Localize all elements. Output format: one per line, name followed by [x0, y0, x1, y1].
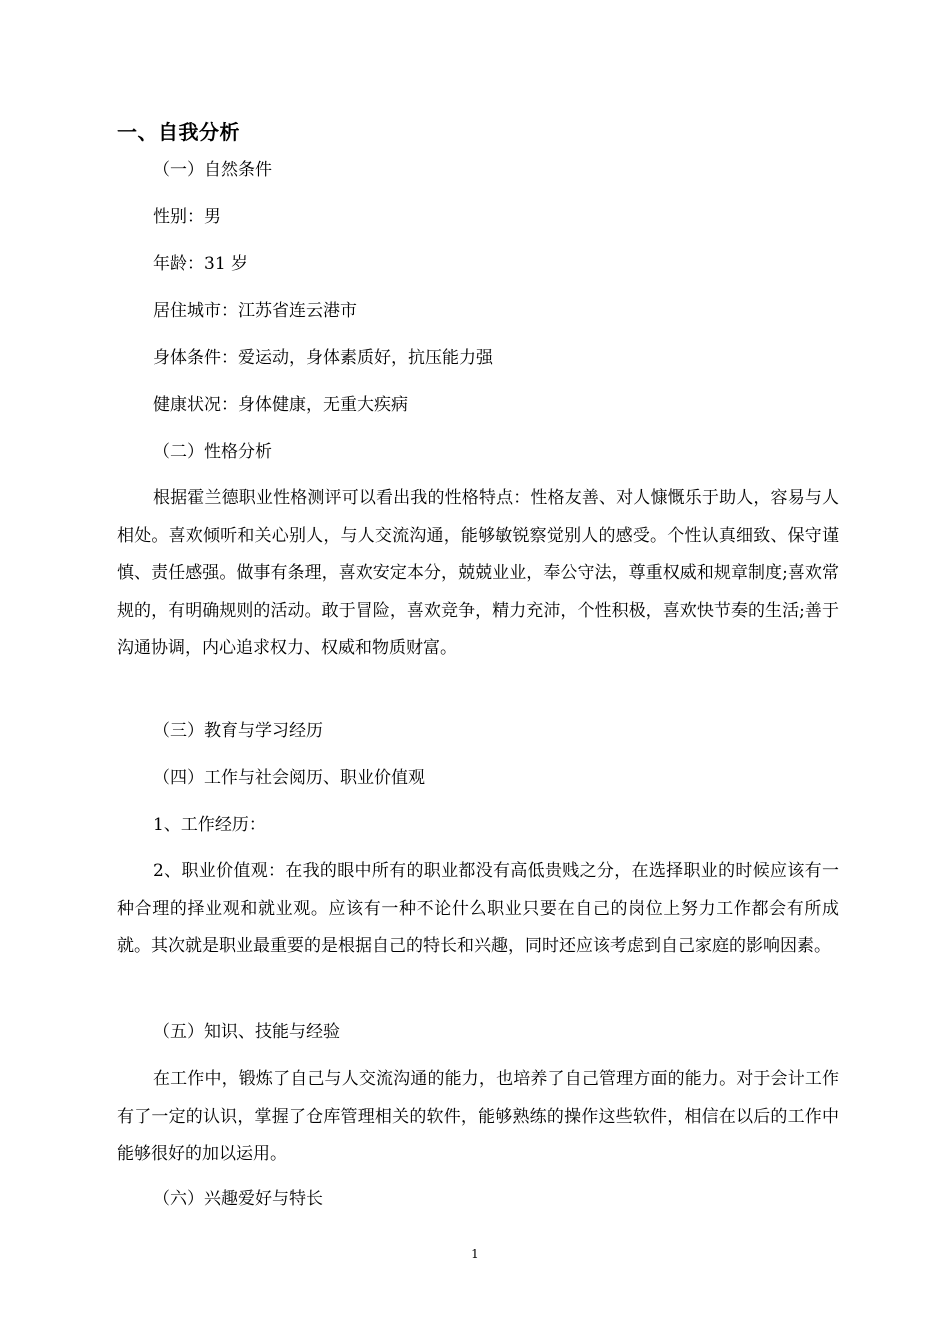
career-values-paragraph: 2、职业价值观：在我的眼中所有的职业都没有高低贵贱之分，在选择职业的时候应该有一种合理的择业观和就业观。应该有一种不论什么职业只要在自己的岗位上努力工作都会有所成就。其次就是职业最重要的是根据自己的特长和兴趣，同时还应该考虑到自己家庭的影响因素。	[117, 861, 839, 956]
subsection-title-skills: （五）知识、技能与经验	[153, 1022, 340, 1042]
personality-paragraph: 根据霍兰德职业性格测评可以看出我的性格特点：性格友善、对人慷慨乐于助人，容易与人相处。喜欢倾听和关心别人，与人交流沟通，能够敏锐察觉别人的感受。个性认真细致、保守谨慎、责任感强。做事有条理，喜欢安定本分，兢兢业业，奉公守法，尊重权威和规章制度;喜欢常规的，有明确规则的活动。敢于冒险，喜欢竞争，精力充沛，个性积极，喜欢快节奏的生活;善于沟通协调，内心追求权力、权威和物质财富。	[117, 488, 839, 658]
gender-line: 性别：男	[153, 207, 221, 227]
body-condition-line: 身体条件：爱运动，身体素质好，抗压能力强	[153, 348, 493, 368]
skills-paragraph: 在工作中，锻炼了自己与人交流沟通的能力，也培养了自己管理方面的能力。对于会计工作有了一定的认识，掌握了仓库管理相关的软件，能够熟练的操作这些软件，相信在以后的工作中能够很好的加以运用。	[117, 1069, 839, 1164]
city-line: 居住城市：江苏省连云港市	[153, 301, 357, 321]
page-number: 1	[471, 1247, 479, 1261]
subsection-title-hobbies: （六）兴趣爱好与特长	[153, 1189, 323, 1209]
subsection-title-work: （四）工作与社会阅历、职业价值观	[153, 768, 425, 788]
age-line: 年龄：31 岁	[153, 254, 249, 274]
subsection-title-education: （三）教育与学习经历	[153, 721, 323, 741]
health-line: 健康状况：身体健康，无重大疾病	[153, 395, 408, 415]
section-heading: 一、自我分析	[117, 120, 240, 144]
work-experience-line: 1、工作经历：	[153, 815, 266, 835]
subsection-title-natural: （一）自然条件	[153, 160, 272, 180]
subsection-title-personality: （二）性格分析	[153, 442, 272, 462]
